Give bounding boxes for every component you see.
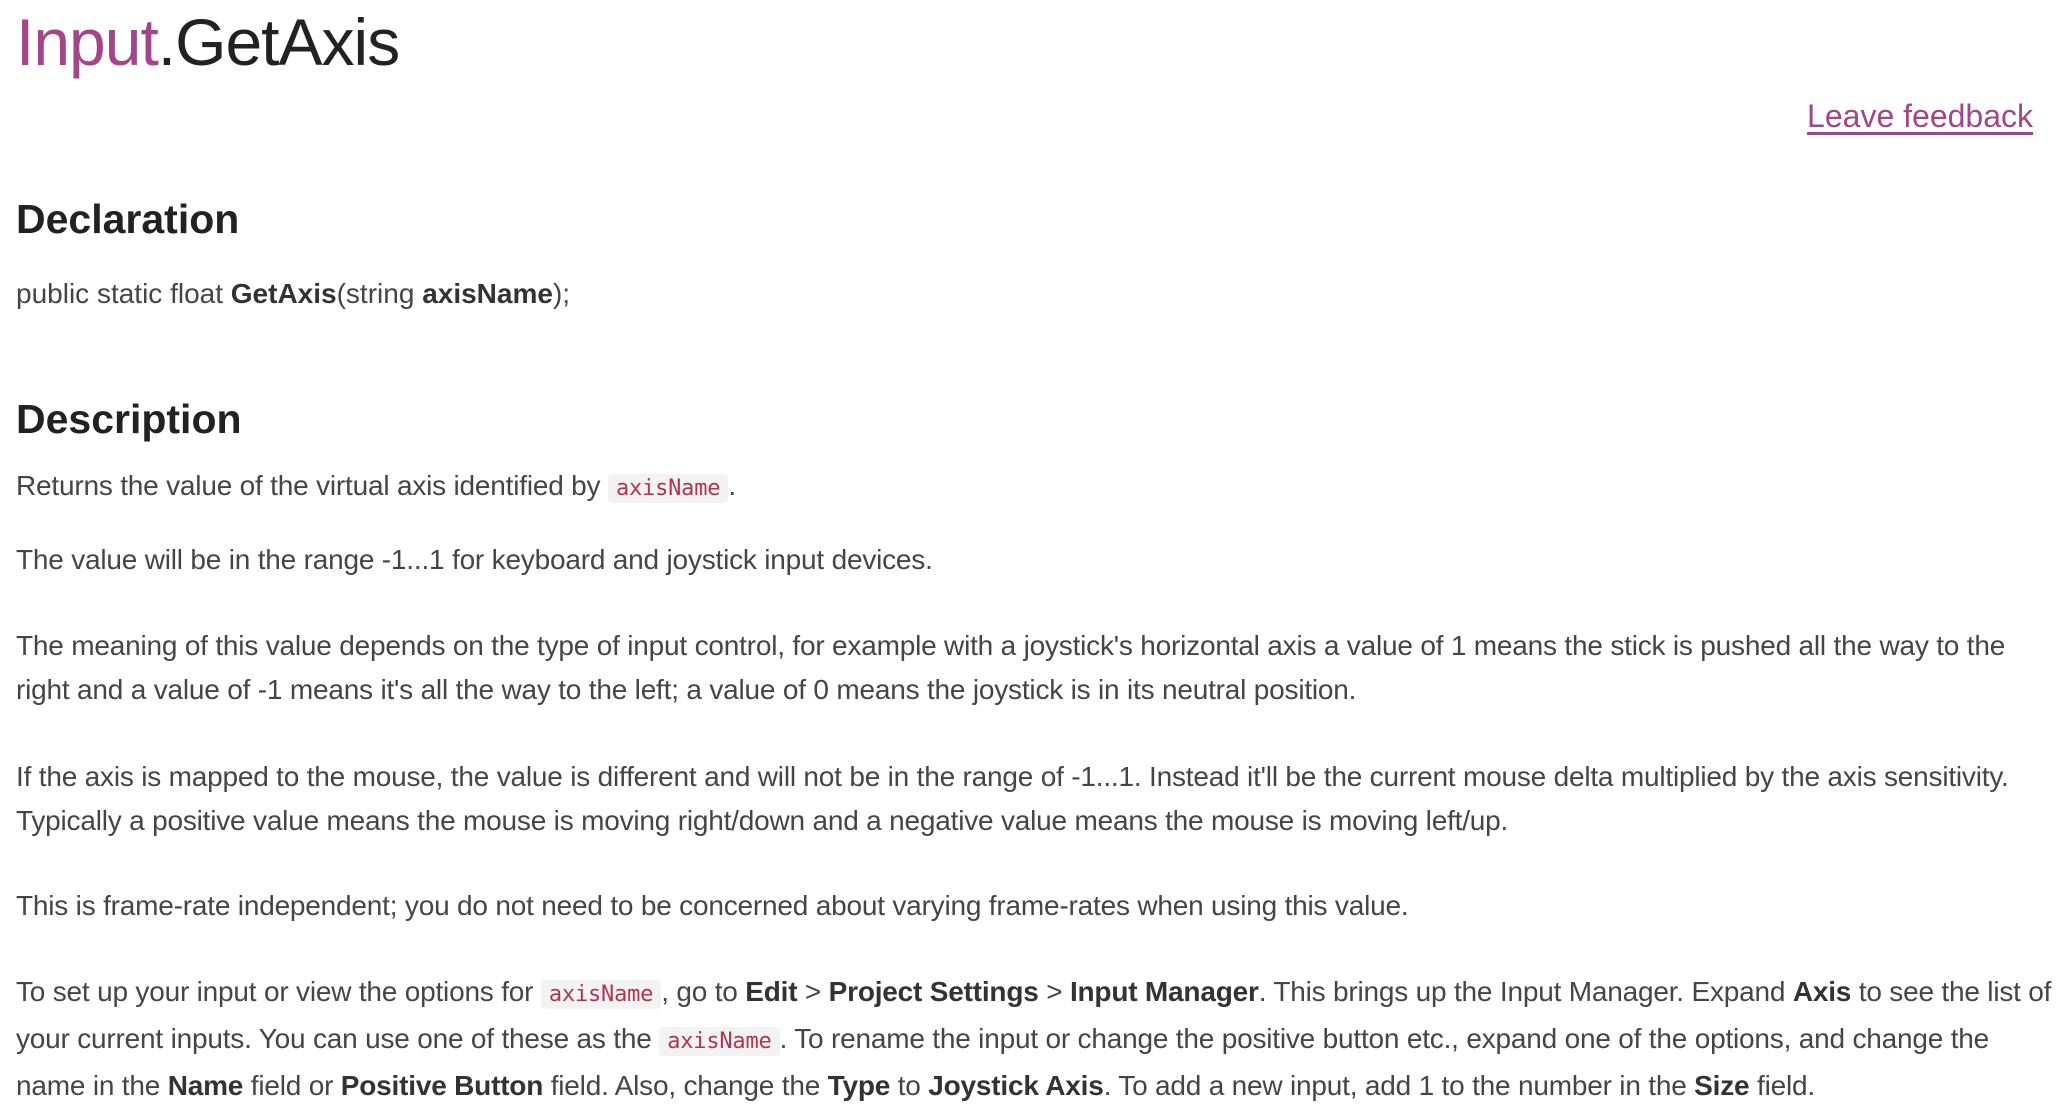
page-title — [16, 2, 399, 82]
term-type: Type — [827, 1070, 891, 1101]
term-positive-button: Positive Button — [340, 1070, 544, 1101]
declaration-signature — [16, 274, 570, 314]
class-name-link[interactable]: Input — [16, 5, 158, 79]
signature-prefix: public static float — [16, 278, 231, 309]
declaration-heading: Declaration — [16, 196, 240, 242]
p6-gt-1: > — [797, 976, 829, 1007]
description-paragraph-3: The meaning of this value depends on the type of input control, for example with a joystick's horizontal axis a value of 1 means the stick is pushed all the way to the right and a value of -1 means it's all the way to the left; a value of 0 means the joystick is in its neutral position. — [16, 630, 2006, 705]
term-joystick-axis: Joystick Axis — [928, 1070, 1104, 1101]
term-size: Size — [1694, 1070, 1750, 1101]
p6-text-7: field. Also, change the — [543, 1070, 828, 1101]
leave-feedback-link[interactable]: Leave feedback — [1807, 98, 2033, 134]
description-paragraph-6 — [16, 970, 2056, 1108]
p6-text-5: . To rename the input or change the positive button etc., expand one of the options, and change the name in the — [16, 1023, 1990, 1101]
p6-text-8: to — [890, 1070, 929, 1101]
p6-text-2: , go to — [661, 976, 746, 1007]
p6-text-10: field. — [1749, 1070, 1815, 1101]
menu-input-manager: Input Manager — [1069, 976, 1259, 1007]
title-separator: . — [157, 5, 176, 79]
p6-text-3: . This brings up the Input Manager. Expand — [1258, 976, 1793, 1007]
description-paragraph-2: The value will be in the range -1...1 for keyboard and joystick input devices. — [16, 544, 933, 575]
member-name: GetAxis — [175, 5, 400, 79]
term-name: Name — [167, 1070, 244, 1101]
p6-text-1: To set up your input or view the options for — [16, 976, 541, 1007]
p6-gt-2: > — [1038, 976, 1070, 1007]
axisname-code: axisName — [541, 980, 661, 1009]
term-axis: Axis — [1792, 976, 1852, 1007]
signature-close: ); — [552, 278, 571, 309]
description-heading: Description — [16, 396, 242, 442]
p1-text: Returns the value of the virtual axis identified by — [16, 470, 608, 501]
p6-text-6: field or — [243, 1070, 341, 1101]
menu-edit: Edit — [745, 976, 798, 1007]
axisname-code: axisName — [608, 474, 728, 503]
description-paragraph-4: If the axis is mapped to the mouse, the value is different and will not be in the range of -1...1. Instead it'll be the current mouse delta multiplied by the axis sensitivity. Typically a positive value means the mouse is moving right/down and a negative value means the mouse is moving left/up. — [16, 761, 2009, 836]
p6-text-4: to see the list of your current inputs. You can use one of these as the — [16, 976, 2052, 1054]
p6-text-9: . To add a new input, add 1 to the number in the — [1103, 1070, 1695, 1101]
description-paragraph-5: This is frame-rate independent; you do not need to be concerned about varying frame-rates when using this value. — [16, 890, 1409, 921]
menu-project-settings: Project Settings — [828, 976, 1039, 1007]
axisname-code: axisName — [659, 1027, 779, 1056]
signature-param: axisName — [422, 278, 553, 309]
p1-end: . — [728, 470, 736, 501]
signature-method: GetAxis — [230, 278, 337, 309]
description-paragraph-1 — [16, 464, 2056, 511]
signature-open: (string — [336, 278, 423, 309]
